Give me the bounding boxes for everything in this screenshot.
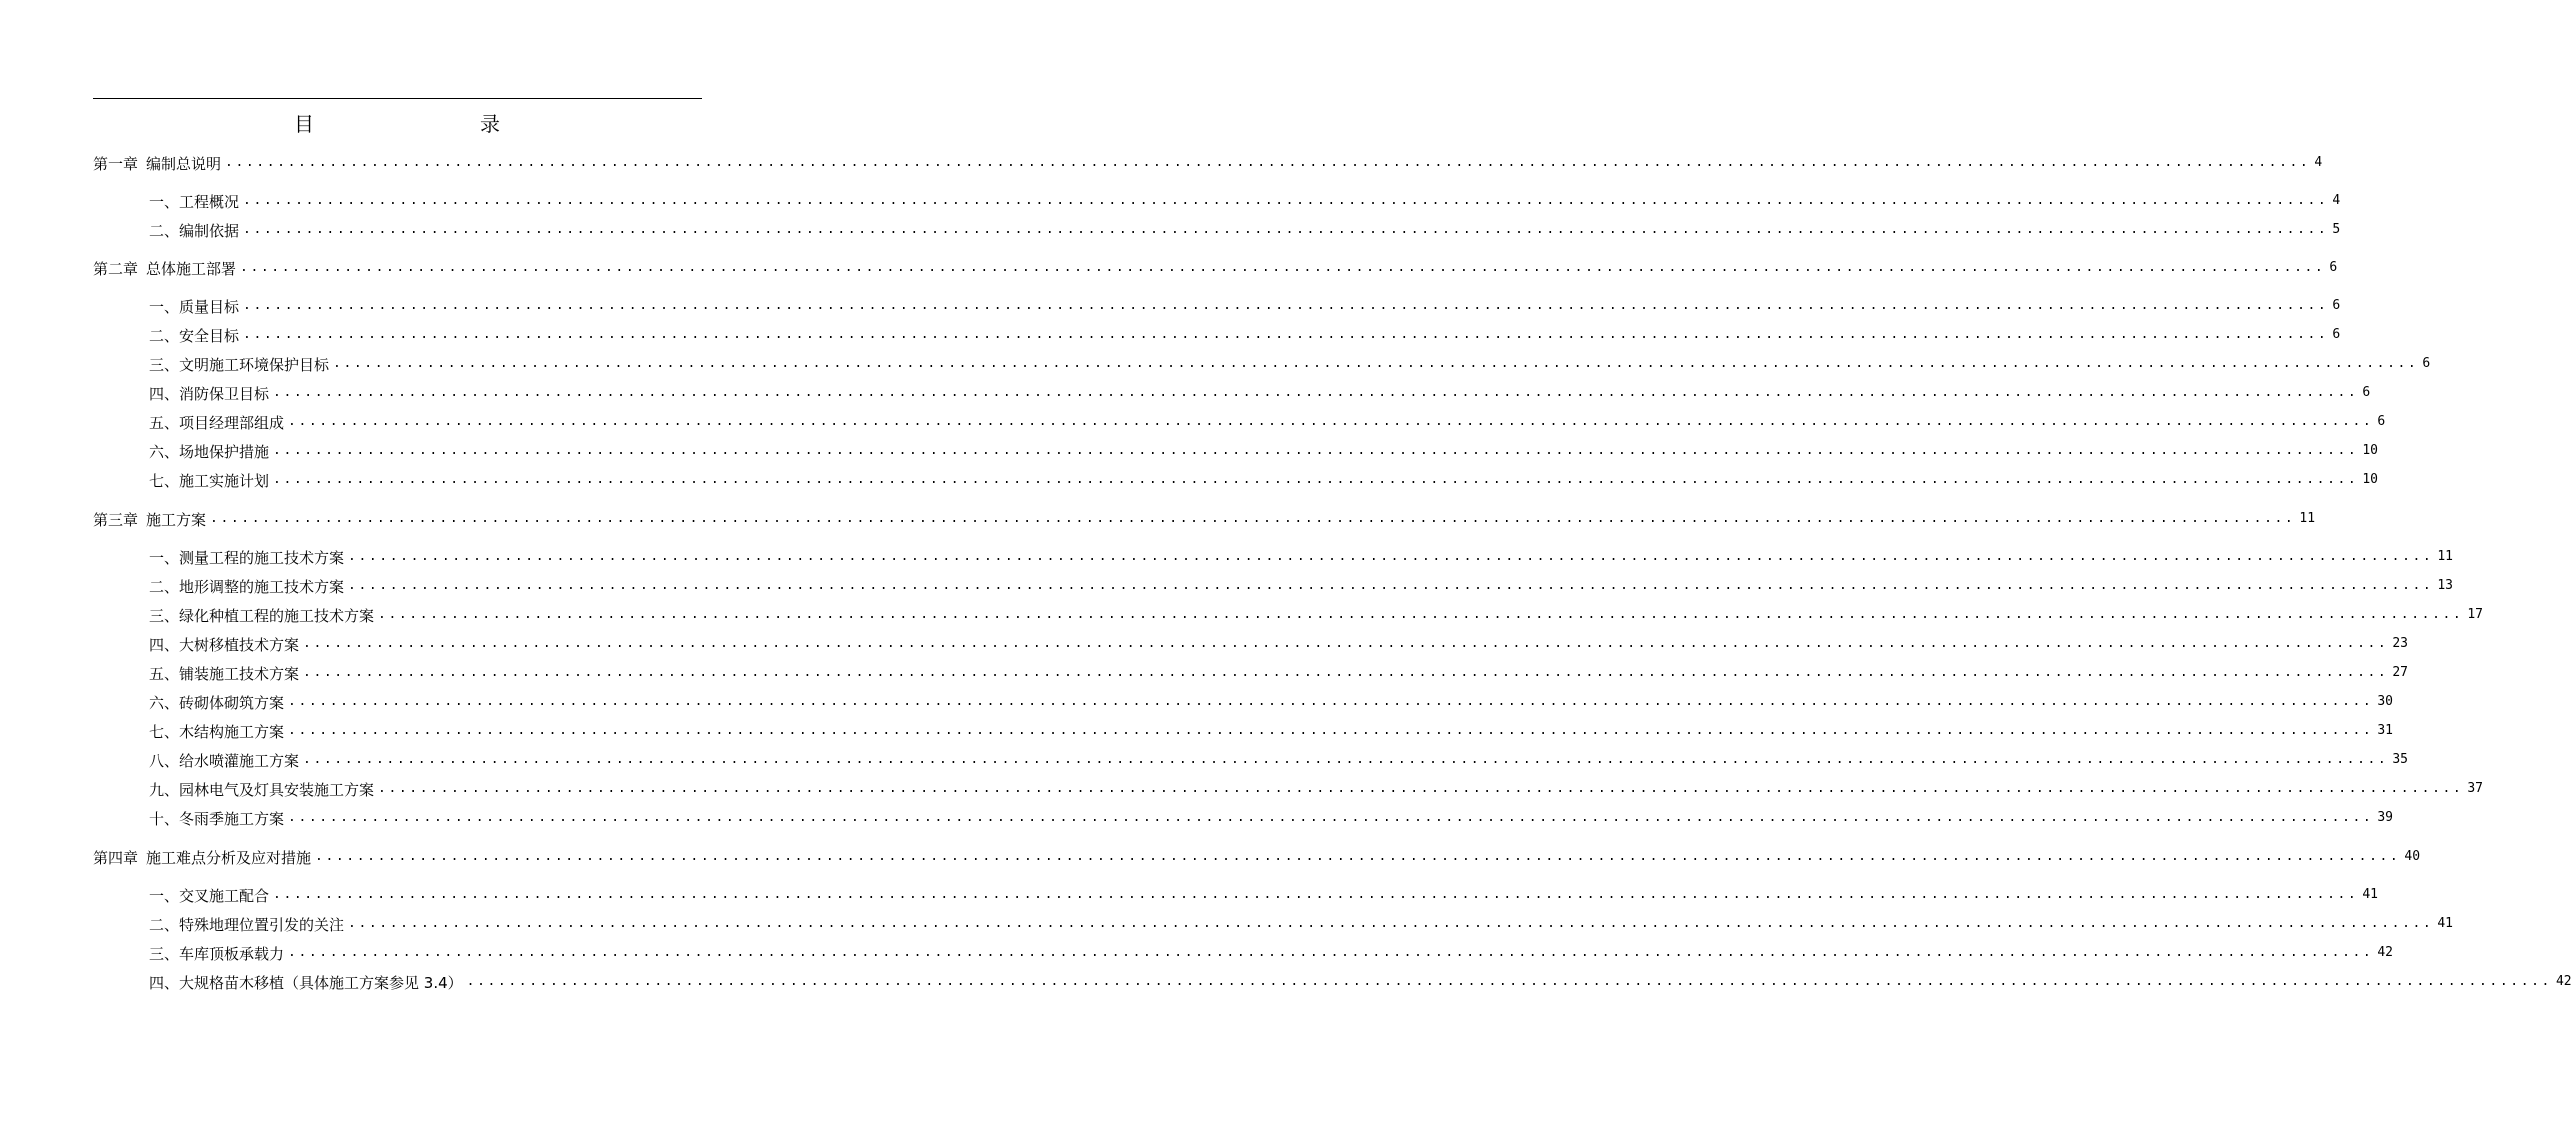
toc-dot-leader: ........................................................................................................................................................................................................ [466,974,2552,989]
toc-dot-leader: ........................................................................................................................................................................................................ [273,385,2359,400]
toc-entry-label [149,944,284,964]
toc-chapter-entry[interactable] [93,846,2421,868]
toc-dot-leader: ........................................................................................................................................................................................................ [288,414,2374,429]
toc-dot-leader: ........................................................................................................................................................................................................ [288,694,2374,709]
toc-entry-label [149,664,299,684]
toc-entry-label [149,915,344,935]
toc-entry-text: 九、园林电气及灯具安装施工方案 [149,781,375,799]
toc-section-entry[interactable] [149,440,2379,462]
toc-entry-label [149,548,344,568]
toc-section-entry[interactable] [149,575,2454,597]
toc-entry-label [93,848,311,868]
toc-section-entry[interactable] [149,353,2431,375]
toc-page-number: 35 [2392,752,2409,767]
toc-section-entry[interactable] [149,778,2484,800]
toc-entry-label [149,413,284,433]
toc-dot-leader: ........................................................................................................................................................................................................ [273,472,2359,487]
toc-page-number: 11 [2299,511,2316,526]
toc-entry-text: 十、冬雨季施工方案 [149,810,285,828]
toc-entry-label [149,780,374,800]
toc-entry-label [149,297,239,317]
toc-entry-text: 三、绿化种植工程的施工技术方案 [149,607,375,625]
toc-entry-label [149,355,329,375]
toc-entry-text: 一、测量工程的施工技术方案 [149,549,345,567]
toc-entry-text: 七、施工实施计划 [149,472,270,490]
toc-entry-text: 二、编制依据 [149,222,240,240]
toc-dot-leader: ........................................................................................................................................................................................................ [348,549,2434,564]
toc-dot-leader: ........................................................................................................................................................................................................ [378,607,2464,622]
toc-entry-label [149,326,239,346]
toc-dot-leader: ........................................................................................................................................................................................................ [210,511,2296,526]
toc-entry-label [149,577,344,597]
toc-dot-leader: ........................................................................................................................................................................................................ [273,443,2359,458]
toc-section-entry[interactable] [149,942,2394,964]
toc-section-entry[interactable] [149,884,2379,906]
toc-page-number: 6 [2332,298,2341,313]
toc-page-number: 13 [2437,578,2454,593]
toc-page-number: 39 [2377,810,2394,825]
toc-entry-text: 施工难点分析及应对措施 [146,849,312,867]
toc-page-number: 41 [2437,916,2454,931]
toc-entry-text: 二、特殊地理位置引发的关注 [149,916,345,934]
toc-dot-leader: ........................................................................................................................................................................................................ [288,945,2374,960]
toc-entry-label [149,693,284,713]
toc-page-number: 23 [2392,636,2409,651]
toc-dot-leader: ........................................................................................................................................................................................................ [303,665,2389,680]
toc-entry-text: 四、大树移植技术方案 [149,636,300,654]
toc-title: 目 录 [294,112,542,136]
toc-section-entry[interactable] [149,633,2409,655]
toc-page-number: 41 [2362,887,2379,902]
toc-entry-label [149,886,269,906]
toc-page-number: 10 [2362,472,2379,487]
toc-section-entry[interactable] [149,691,2394,713]
toc-page-number: 4 [2314,155,2323,170]
toc-section-entry[interactable] [149,971,2572,993]
header-rule [93,98,702,99]
toc-dot-leader: ........................................................................................................................................................................................................ [225,155,2311,170]
toc-page-number: 5 [2332,222,2341,237]
toc-entry-label [93,510,206,530]
toc-dot-leader: ........................................................................................................................................................................................................ [315,849,2401,864]
toc-dot-leader: ........................................................................................................................................................................................................ [288,723,2374,738]
toc-entry-text: 施工方案 [146,511,207,529]
toc-dot-leader: ........................................................................................................................................................................................................ [333,356,2419,371]
toc-chapter-entry[interactable] [93,508,2316,530]
toc-page-number: 42 [2377,945,2394,960]
toc-section-entry[interactable] [149,469,2379,491]
toc-page-number: 11 [2437,549,2454,564]
toc-page-number: 6 [2362,385,2371,400]
toc-page-number: 6 [2422,356,2431,371]
toc-page-number: 37 [2467,781,2484,796]
toc-dot-leader: ........................................................................................................................................................................................................ [240,260,2326,275]
toc-dot-leader: ........................................................................................................................................................................................................ [348,916,2434,931]
toc-entry-text: 二、地形调整的施工技术方案 [149,578,345,596]
toc-section-entry[interactable] [149,382,2371,404]
toc-entry-text: 一、工程概况 [149,193,240,211]
toc-entry-label [149,442,269,462]
toc-chapter-number: 第四章 [93,849,139,867]
toc-entry-text: 三、文明施工环境保护目标 [149,356,330,374]
toc-section-entry[interactable] [149,662,2409,684]
toc-page-number: 6 [2377,414,2386,429]
toc-entry-text: 四、消防保卫目标 [149,385,270,403]
toc-entry-text: 五、铺装施工技术方案 [149,665,300,683]
toc-entry-text: 编制总说明 [146,155,222,173]
toc-section-entry[interactable] [149,604,2484,626]
toc-entry-label [93,259,236,279]
toc-entry-text: 一、质量目标 [149,298,240,316]
toc-chapter-number: 第三章 [93,511,139,529]
toc-entry-text: 六、砖砌体砌筑方案 [149,694,285,712]
toc-entry-text: 五、项目经理部组成 [149,414,285,432]
toc-entry-label [149,192,239,212]
toc-dot-leader: ........................................................................................................................................................................................................ [243,327,2329,342]
toc-section-entry[interactable] [149,749,2409,771]
toc-page-number: 27 [2392,665,2409,680]
toc-page-number: 42 [2555,974,2572,989]
toc-section-entry[interactable] [149,295,2341,317]
toc-entry-text: 六、场地保护措施 [149,443,270,461]
toc-dot-leader: ........................................................................................................................................................................................................ [288,810,2374,825]
toc-dot-leader: ........................................................................................................................................................................................................ [243,298,2329,313]
toc-page-number: 30 [2377,694,2394,709]
toc-chapter-entry[interactable] [93,152,2323,174]
toc-page-number: 31 [2377,723,2394,738]
toc-entry-label [149,471,269,491]
toc-entry-text: 总体施工部署 [146,260,237,278]
toc-chapter-entry[interactable] [93,257,2338,279]
toc-entry-label [149,221,239,241]
toc-section-entry[interactable] [149,807,2394,829]
toc-entry-label [149,606,374,626]
toc-entry-text: 四、大规格苗木移植（具体施工方案参见 3.4） [149,974,463,992]
toc-entry-label [149,384,269,404]
toc-section-entry[interactable] [149,219,2341,241]
toc-entry-text: 一、交叉施工配合 [149,887,270,905]
toc-chapter-number: 第二章 [93,260,139,278]
toc-page-number: 4 [2332,193,2341,208]
toc-dot-leader: ........................................................................................................................................................................................................ [243,222,2329,237]
toc-page-number: 40 [2404,849,2421,864]
toc-section-entry[interactable] [149,190,2341,212]
toc-section-entry[interactable] [149,720,2394,742]
toc-entry-label [93,154,221,174]
toc-entry-text: 七、木结构施工方案 [149,723,285,741]
toc-dot-leader: ........................................................................................................................................................................................................ [243,193,2329,208]
toc-section-entry[interactable] [149,324,2341,346]
toc-page-number: 6 [2329,260,2338,275]
toc-section-entry[interactable] [149,411,2386,433]
toc-entry-label [149,635,299,655]
toc-dot-leader: ........................................................................................................................................................................................................ [348,578,2434,593]
toc-page-number: 6 [2332,327,2341,342]
toc-page-number: 17 [2467,607,2484,622]
toc-entry-text: 二、安全目标 [149,327,240,345]
toc-section-entry[interactable] [149,546,2454,568]
toc-entry-label [149,722,284,742]
toc-dot-leader: ........................................................................................................................................................................................................ [303,636,2389,651]
toc-dot-leader: ........................................................................................................................................................................................................ [303,752,2389,767]
toc-dot-leader: ........................................................................................................................................................................................................ [273,887,2359,902]
toc-section-entry[interactable] [149,913,2454,935]
toc-entry-label [149,751,299,771]
toc-dot-leader: ........................................................................................................................................................................................................ [378,781,2464,796]
toc-page-number: 10 [2362,443,2379,458]
toc-entry-text: 三、车库顶板承载力 [149,945,285,963]
toc-entry-label [149,973,463,993]
toc-entry-text: 八、给水喷灌施工方案 [149,752,300,770]
toc-entry-label [149,809,284,829]
toc-chapter-number: 第一章 [93,155,139,173]
